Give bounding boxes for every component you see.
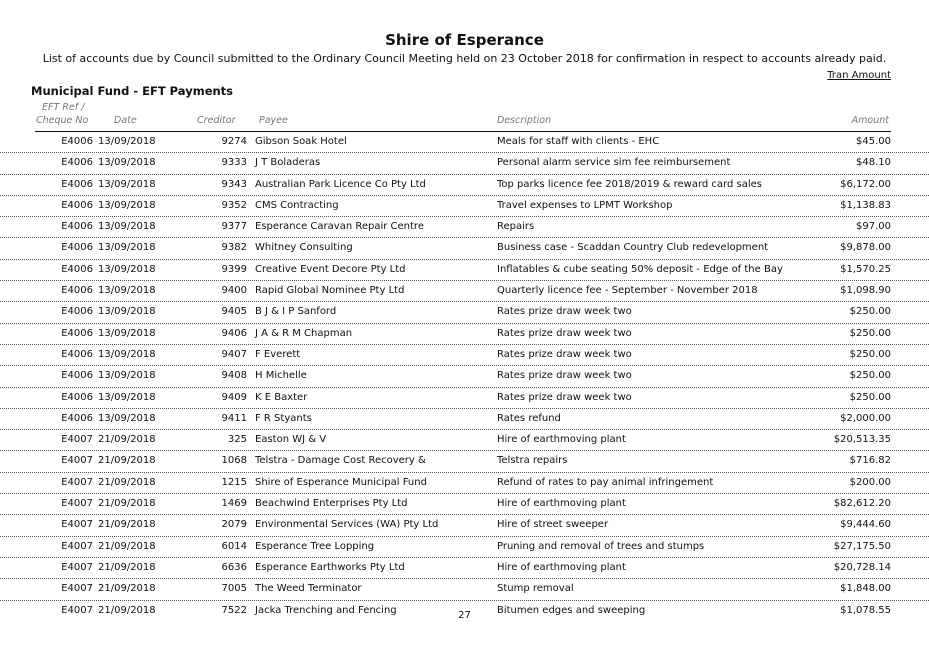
date-cell: 13/09/2018 — [98, 242, 156, 254]
date-cell: 21/09/2018 — [98, 455, 156, 467]
amount-cell: $6,172.00 — [840, 178, 891, 190]
eft-ref-cell: E4007 — [61, 604, 93, 616]
column-header-ref-line1: EFT Ref / — [42, 102, 85, 113]
eft-ref-cell: E4006 — [61, 391, 93, 403]
date-cell: 13/09/2018 — [98, 306, 156, 318]
date-cell: 13/09/2018 — [98, 157, 156, 169]
payee-cell: Australian Park Licence Co Pty Ltd — [255, 178, 426, 190]
eft-ref-cell: E4006 — [61, 157, 93, 169]
column-header-ref-line2: Cheque No — [36, 115, 89, 126]
payee-cell: Esperance Caravan Repair Centre — [255, 221, 424, 233]
date-cell: 21/09/2018 — [98, 434, 156, 446]
payee-cell: The Weed Terminator — [255, 583, 362, 595]
table-row — [0, 366, 929, 387]
eft-ref-cell: E4007 — [61, 455, 93, 467]
creditor-cell: 9406 — [221, 327, 247, 339]
eft-ref-cell: E4007 — [61, 476, 93, 488]
creditor-cell: 9274 — [221, 136, 247, 147]
description-cell: Personal alarm service sim fee reimbursement — [497, 157, 731, 169]
description-cell: Hire of street sweeper — [497, 519, 609, 531]
creditor-cell: 1068 — [221, 455, 247, 467]
description-cell: Hire of earthmoving plant — [497, 498, 626, 510]
page-number: 27 — [458, 610, 471, 621]
table-row — [0, 153, 929, 174]
date-cell: 21/09/2018 — [98, 498, 156, 510]
amount-cell: $97.00 — [856, 221, 891, 233]
description-cell: Rates prize draw week two — [497, 348, 632, 360]
table-row — [0, 196, 929, 217]
creditor-cell: 9407 — [221, 348, 247, 360]
amount-cell: $250.00 — [849, 348, 891, 360]
amount-cell: $20,728.14 — [833, 561, 891, 573]
payee-cell: Whitney Consulting — [255, 242, 353, 254]
column-header-payee: Payee — [259, 115, 288, 126]
payee-cell: Jacka Trenching and Fencing — [255, 604, 397, 616]
column-header-amount: Amount — [851, 115, 889, 126]
eft-ref-cell: E4006 — [61, 370, 93, 382]
description-cell: Rates prize draw week two — [497, 327, 632, 339]
payee-cell: CMS Contracting — [255, 199, 339, 211]
date-cell: 13/09/2018 — [98, 199, 156, 211]
creditor-cell: 9352 — [221, 199, 247, 211]
eft-ref-cell: E4006 — [61, 263, 93, 275]
date-cell: 13/09/2018 — [98, 221, 156, 233]
amount-cell: $716.82 — [849, 455, 891, 467]
amount-cell: $20,513.35 — [833, 434, 891, 446]
column-header-date: Date — [114, 115, 137, 126]
column-header-creditor: Creditor — [197, 115, 236, 126]
description-cell: Pruning and removal of trees and stumps — [497, 540, 705, 552]
description-cell: Telstra repairs — [497, 455, 568, 467]
description-cell: Business case - Scaddan Country Club redevelopment — [497, 242, 769, 254]
description-cell: Rates prize draw week two — [497, 391, 632, 403]
payee-cell: F R Styants — [255, 412, 312, 424]
creditor-cell: 7522 — [221, 604, 247, 616]
table-row — [0, 451, 929, 472]
eft-ref-cell: E4006 — [61, 178, 93, 190]
amount-cell: $9,878.00 — [840, 242, 891, 254]
creditor-cell: 6636 — [221, 561, 247, 573]
creditor-cell: 1469 — [221, 498, 247, 510]
payee-cell: Shire of Esperance Municipal Fund — [255, 476, 427, 488]
amount-cell: $48.10 — [856, 157, 891, 169]
table-row — [0, 409, 929, 430]
amount-cell: $200.00 — [849, 476, 891, 488]
creditor-cell: 9377 — [221, 221, 247, 233]
date-cell: 13/09/2018 — [98, 348, 156, 360]
table-row — [0, 515, 929, 536]
date-cell: 21/09/2018 — [98, 519, 156, 531]
table-row — [0, 324, 929, 345]
description-cell: Travel expenses to LPMT Workshop — [497, 199, 673, 211]
eft-ref-cell: E4007 — [61, 434, 93, 446]
description-cell: Meals for staff with clients - EHC — [497, 136, 660, 147]
date-cell: 13/09/2018 — [98, 285, 156, 297]
amount-cell: $250.00 — [849, 370, 891, 382]
eft-ref-cell: E4006 — [61, 306, 93, 318]
date-cell: 13/09/2018 — [98, 178, 156, 190]
eft-ref-cell: E4006 — [61, 199, 93, 211]
creditor-cell: 9399 — [221, 263, 247, 275]
eft-ref-cell: E4006 — [61, 348, 93, 360]
date-cell: 21/09/2018 — [98, 561, 156, 573]
description-cell: Repairs — [497, 221, 535, 233]
payee-cell: J A & R M Chapman — [255, 327, 353, 339]
amount-cell: $27,175.50 — [833, 540, 891, 552]
eft-ref-cell: E4006 — [61, 327, 93, 339]
date-cell: 21/09/2018 — [98, 583, 156, 595]
eft-ref-cell: E4006 — [61, 242, 93, 254]
table-row — [0, 558, 929, 579]
section-heading: Municipal Fund - EFT Payments — [31, 84, 234, 98]
payee-cell: Gibson Soak Hotel — [255, 136, 347, 147]
amount-cell: $250.00 — [849, 391, 891, 403]
table-row — [0, 345, 929, 366]
eft-ref-cell: E4006 — [61, 221, 93, 233]
description-cell: Refund of rates to pay animal infringement — [497, 476, 714, 488]
table-row — [0, 494, 929, 515]
table-row — [0, 302, 929, 323]
description-cell: Inflatables & cube seating 50% deposit - Edge of the Bay — [497, 263, 783, 275]
date-cell: 13/09/2018 — [98, 412, 156, 424]
table-row — [0, 260, 929, 281]
eft-ref-cell: E4007 — [61, 540, 93, 552]
description-cell: Rates prize draw week two — [497, 370, 632, 382]
date-cell: 13/09/2018 — [98, 263, 156, 275]
creditor-cell: 9405 — [221, 306, 247, 318]
amount-cell: $250.00 — [849, 327, 891, 339]
table-row — [0, 281, 929, 302]
payee-cell: F Everett — [255, 348, 301, 360]
creditor-cell: 2079 — [221, 519, 247, 531]
date-cell: 13/09/2018 — [98, 391, 156, 403]
table-row — [0, 473, 929, 494]
payee-cell: Telstra - Damage Cost Recovery & — [255, 455, 426, 467]
amount-cell: $1,570.25 — [840, 263, 891, 275]
amount-cell: $2,000.00 — [840, 412, 891, 424]
description-cell: Rates refund — [497, 412, 561, 424]
date-cell: 21/09/2018 — [98, 604, 156, 616]
description-cell: Top parks licence fee 2018/2019 & reward card sales — [497, 178, 762, 190]
payee-cell: Esperance Earthworks Pty Ltd — [255, 561, 405, 573]
description-cell: Hire of earthmoving plant — [497, 434, 626, 446]
amount-cell: $45.00 — [856, 136, 891, 147]
date-cell: 13/09/2018 — [98, 136, 156, 147]
page-title: Shire of Esperance — [385, 31, 544, 49]
creditor-cell: 9333 — [221, 157, 247, 169]
eft-ref-cell: E4007 — [61, 583, 93, 595]
amount-cell: $1,848.00 — [840, 583, 891, 595]
eft-ref-cell: E4007 — [61, 561, 93, 573]
creditor-cell: 325 — [227, 434, 247, 446]
creditor-cell: 9408 — [221, 370, 247, 382]
date-cell: 21/09/2018 — [98, 476, 156, 488]
eft-ref-cell: E4006 — [61, 136, 93, 147]
tran-amount-label: Tran Amount — [827, 70, 891, 81]
eft-ref-cell: E4007 — [61, 519, 93, 531]
amount-cell: $9,444.60 — [840, 519, 891, 531]
description-cell: Hire of earthmoving plant — [497, 561, 626, 573]
date-cell: 13/09/2018 — [98, 370, 156, 382]
column-header-description: Description — [497, 115, 552, 126]
page-subtitle: List of accounts due by Council submitted to the Ordinary Council Meeting held on 23 October 2018 for confirmation in respect to accounts already paid. — [42, 52, 887, 65]
payee-cell: Creative Event Decore Pty Ltd — [255, 263, 406, 275]
description-cell: Bitumen edges and sweeping — [497, 604, 646, 616]
table-row — [0, 430, 929, 451]
payee-cell: Rapid Global Nominee Pty Ltd — [255, 285, 405, 297]
eft-ref-cell: E4006 — [61, 285, 93, 297]
table-row — [0, 217, 929, 238]
creditor-cell: 9382 — [221, 242, 247, 254]
table-row — [0, 238, 929, 259]
description-cell: Rates prize draw week two — [497, 306, 632, 318]
payee-cell: Esperance Tree Lopping — [255, 540, 375, 552]
payee-cell: H Michelle — [255, 370, 307, 382]
date-cell: 13/09/2018 — [98, 327, 156, 339]
payee-cell: Environmental Services (WA) Pty Ltd — [255, 519, 439, 531]
payee-cell: J T Boladeras — [255, 157, 321, 169]
date-cell: 21/09/2018 — [98, 540, 156, 552]
creditor-cell: 9411 — [221, 412, 247, 424]
creditor-cell: 7005 — [221, 583, 247, 595]
table-row — [0, 579, 929, 600]
payee-cell: Beachwind Enterprises Pty Ltd — [255, 498, 408, 510]
table-row — [0, 388, 929, 409]
description-cell: Stump removal — [497, 583, 574, 595]
amount-cell: $1,098.90 — [840, 285, 891, 297]
table-row — [0, 175, 929, 196]
eft-ref-cell: E4007 — [61, 498, 93, 510]
payee-cell: K E Baxter — [255, 391, 308, 403]
creditor-cell: 9400 — [221, 285, 247, 297]
creditor-cell: 9343 — [221, 178, 247, 190]
amount-cell: $250.00 — [849, 306, 891, 318]
eft-ref-cell: E4006 — [61, 412, 93, 424]
table-row — [0, 537, 929, 558]
creditor-cell: 6014 — [221, 540, 247, 552]
amount-cell: $82,612.20 — [833, 498, 891, 510]
payee-cell: B J & I P Sanford — [255, 306, 337, 318]
description-cell: Quarterly licence fee - September - November 2018 — [497, 285, 758, 297]
amount-cell: $1,078.55 — [840, 604, 891, 616]
payee-cell: Easton WJ & V — [255, 434, 327, 446]
creditor-cell: 9409 — [221, 391, 247, 403]
table-row — [0, 132, 929, 153]
payments-table — [0, 132, 929, 621]
creditor-cell: 1215 — [221, 476, 247, 488]
amount-cell: $1,138.83 — [840, 199, 891, 211]
